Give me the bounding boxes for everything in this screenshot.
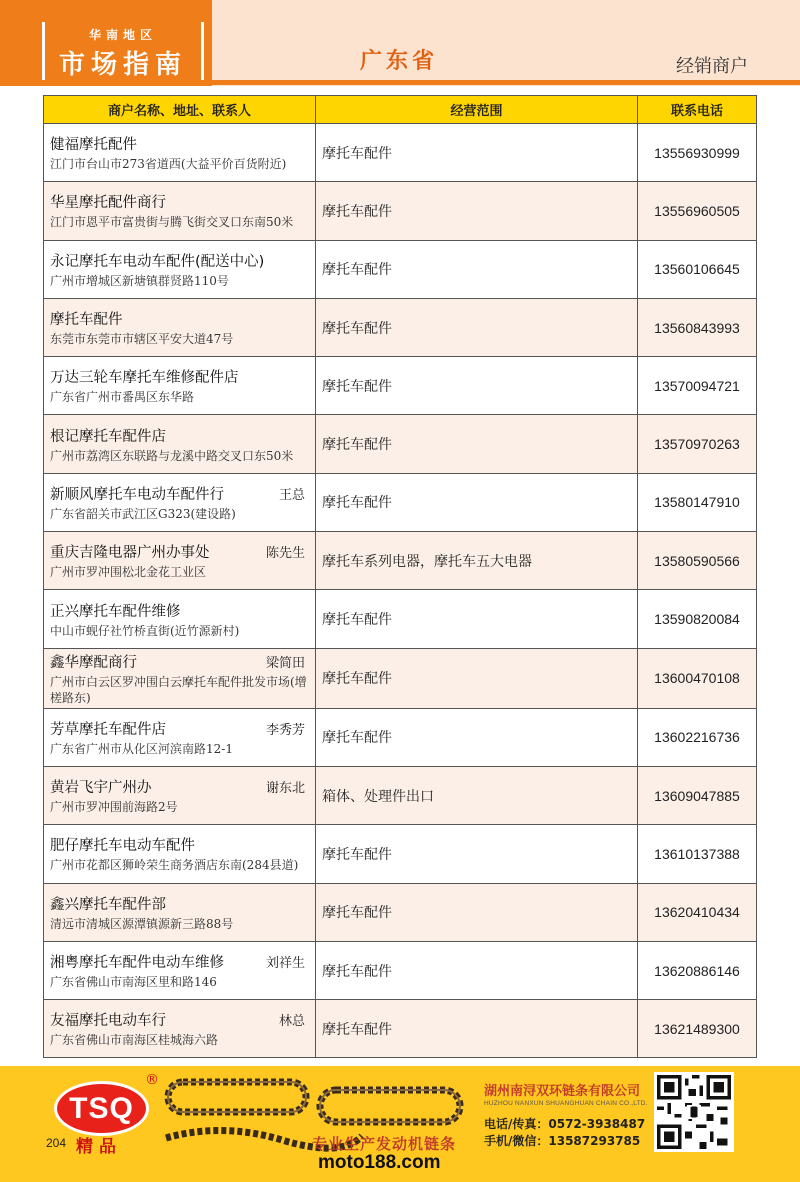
badge-subtitle: 华南地区	[88, 28, 157, 42]
merchant-address: 中山市蚬仔社竹桥直街(近竹源新村)	[50, 623, 240, 638]
phone-number: 13560106645	[638, 240, 757, 298]
table-row	[44, 124, 757, 182]
table-row	[44, 298, 757, 356]
dealer-table	[43, 95, 757, 1058]
merchant-name: 新顺风摩托车电动车配件行	[50, 486, 224, 503]
business-scope: 摩托车配件	[316, 1000, 638, 1058]
merchant-cell	[44, 182, 316, 240]
merchant-name: 黄岩飞宇广州办	[50, 780, 152, 797]
phone-number: 13600470108	[638, 648, 757, 708]
merchant-cell	[44, 1000, 316, 1058]
table-row	[44, 532, 757, 590]
registered-mark: ®	[145, 1072, 159, 1088]
province-title: 广东省	[360, 49, 439, 74]
merchant-name: 万达三轮车摩托车维修配件店	[50, 370, 239, 387]
merchant-name: 摩托车配件	[50, 312, 123, 329]
merchant-address: 广东省广州市从化区河滨南路12-1	[50, 741, 233, 756]
phone-number: 13620886146	[638, 941, 757, 999]
business-scope: 摩托车配件	[316, 883, 638, 941]
merchant-cell	[44, 766, 316, 824]
business-scope: 摩托车配件	[316, 648, 638, 708]
merchant-name-line	[50, 951, 309, 972]
merchant-name-line	[50, 366, 309, 387]
business-scope: 摩托车配件	[316, 825, 638, 883]
merchant-name-line	[50, 1009, 309, 1030]
merchant-address: 广州市荔湾区东联路与龙溪中路交叉口东50米	[50, 448, 294, 463]
merchant-name-line	[50, 133, 309, 154]
phone-number: 13570094721	[638, 357, 757, 415]
phone-number: 13620410434	[638, 883, 757, 941]
table-row	[44, 941, 757, 999]
business-scope: 摩托车配件	[316, 357, 638, 415]
merchant-cell	[44, 124, 316, 182]
table-row	[44, 182, 757, 240]
table-row	[44, 473, 757, 531]
phone-number: 13556930999	[638, 124, 757, 182]
merchant-name-line	[50, 718, 309, 739]
table-body	[44, 124, 757, 1058]
page-number: 204	[46, 1136, 67, 1150]
badge-title: 市场指南	[58, 50, 187, 80]
merchant-name: 健福摩托配件	[50, 137, 137, 154]
merchant-contact: 李秀芳	[265, 722, 305, 738]
merchant-address: 东莞市东莞市市辖区平安大道47号	[50, 332, 234, 347]
merchant-cell	[44, 590, 316, 648]
merchant-name-line	[50, 600, 309, 621]
qr-code	[654, 1072, 734, 1152]
phone-number: 13590820084	[638, 590, 757, 648]
phone-number: 13560843993	[638, 298, 757, 356]
business-scope: 摩托车配件	[316, 473, 638, 531]
page-header	[0, 0, 800, 86]
business-scope: 摩托车配件	[316, 298, 638, 356]
merchant-cell	[44, 415, 316, 473]
phone-number: 13602216736	[638, 708, 757, 766]
business-scope: 摩托车配件	[316, 240, 638, 298]
table-row	[44, 357, 757, 415]
merchant-contact: 王总	[278, 487, 305, 503]
tsq-logo: TSQ	[54, 1081, 149, 1136]
phone-number: 13580590566	[638, 532, 757, 590]
merchant-address: 广东省佛山市南海区桂城海六路	[50, 1033, 219, 1048]
column-header-phone: 联系电话	[638, 96, 757, 124]
company-name: 湖州南浔双环链条有限公司	[484, 1084, 641, 1099]
section-badge	[0, 0, 212, 86]
merchant-name: 友福摩托电动车行	[50, 1013, 166, 1030]
merchant-contact: 陈先生	[265, 546, 305, 562]
merchant-name: 正兴摩托车配件维修	[50, 603, 181, 620]
merchant-name-line	[50, 541, 309, 562]
merchant-address: 广东省韶关市武江区G323(建设路)	[50, 506, 236, 521]
merchant-name-line	[50, 776, 309, 797]
merchant-contact: 刘祥生	[265, 956, 305, 971]
merchant-name-line	[50, 191, 309, 212]
merchant-cell	[44, 532, 316, 590]
merchant-name: 芳草摩托车配件店	[50, 721, 166, 738]
merchant-name: 永记摩托车电动车配件(配送中心)	[50, 253, 265, 270]
merchant-cell	[44, 883, 316, 941]
merchant-cell	[44, 941, 316, 999]
merchant-cell	[44, 298, 316, 356]
column-header-scope: 经营范围	[316, 96, 638, 124]
merchant-contact: 梁简田	[265, 655, 305, 671]
merchant-name-line	[50, 425, 309, 446]
business-scope: 箱体、处理件出口	[316, 766, 638, 824]
merchant-name-line	[50, 483, 309, 504]
footer-ad	[0, 1066, 800, 1182]
phone-number: 13610137388	[638, 825, 757, 883]
table-row	[44, 708, 757, 766]
merchant-name-line	[50, 651, 309, 672]
phone-number: 13609047885	[638, 766, 757, 824]
merchant-name: 根记摩托车配件店	[50, 428, 166, 445]
merchant-address: 广州市罗冲围松北金花工业区	[50, 565, 207, 580]
phone-number: 13621489300	[638, 1000, 757, 1058]
table-row	[44, 415, 757, 473]
company-name-en: HUZHOU NANXUN SHUANGHUAN CHAIN CO.,LTD.	[484, 1100, 648, 1107]
merchant-name: 鑫华摩配商行	[50, 654, 137, 671]
merchant-address: 清远市清城区源潭镇源新三路88号	[50, 916, 234, 931]
merchant-address: 广州市增城区新塘镇群贤路110号	[50, 273, 229, 288]
merchant-name-line	[50, 250, 309, 271]
table-header-row	[44, 96, 757, 124]
mobile-wechat: 手机/微信：13587293785	[484, 1134, 641, 1148]
merchant-address: 广东省佛山市南海区里和路146	[50, 975, 217, 989]
merchant-name: 鑫兴摩托车配件部	[50, 896, 166, 913]
merchant-contact: 谢东北	[265, 781, 305, 797]
merchant-cell	[44, 357, 316, 415]
merchant-contact: 林总	[278, 1014, 305, 1030]
merchant-address: 江门市台山市273省道西(大益平价百货附近)	[50, 157, 287, 172]
table-row	[44, 766, 757, 824]
merchant-name: 湘粤摩托车配件电动车维修	[50, 955, 224, 971]
merchant-name: 重庆吉隆电器广州办事处	[50, 545, 210, 562]
merchant-name-line	[50, 308, 309, 329]
business-scope: 摩托车系列电器，摩托车五大电器	[316, 532, 638, 590]
merchant-address: 广东省广州市番禺区东华路	[50, 390, 195, 405]
merchant-name-line	[50, 834, 309, 855]
merchant-address: 广州市花都区狮岭荣生商务酒店东南(284县道)	[50, 858, 299, 873]
badge-frame	[42, 22, 204, 80]
merchant-address: 广州市白云区罗冲围白云摩托车配件批发市场(增槎路东)	[50, 674, 307, 705]
merchant-address: 江门市恩平市富贵街与腾飞街交叉口东南50米	[50, 215, 294, 230]
merchant-cell	[44, 708, 316, 766]
business-scope: 摩托车配件	[316, 124, 638, 182]
logo-subtitle: 精品	[76, 1137, 122, 1157]
table-row	[44, 240, 757, 298]
merchant-cell	[44, 825, 316, 883]
business-scope: 摩托车配件	[316, 708, 638, 766]
column-header-merchant: 商户名称、地址、联系人	[44, 96, 316, 124]
site-watermark: moto188.com	[318, 1152, 441, 1173]
business-scope: 摩托车配件	[316, 415, 638, 473]
merchant-address: 广州市罗冲围前海路2号	[50, 800, 178, 815]
merchant-name-line	[50, 893, 309, 914]
business-scope: 摩托车配件	[316, 590, 638, 648]
merchant-cell	[44, 648, 316, 708]
table-row	[44, 648, 757, 708]
business-scope: 摩托车配件	[316, 182, 638, 240]
business-scope: 摩托车配件	[316, 941, 638, 999]
merchant-cell	[44, 473, 316, 531]
table-row	[44, 883, 757, 941]
slogan: 专业生产发动机链条	[312, 1135, 457, 1153]
phone-number: 13556960505	[638, 182, 757, 240]
table-row	[44, 825, 757, 883]
merchant-name: 华星摩托配件商行	[50, 195, 166, 212]
table-row	[44, 590, 757, 648]
merchant-name: 肥仔摩托车电动车配件	[50, 838, 195, 855]
category-label: 经销商户	[676, 56, 748, 77]
phone-number: 13580147910	[638, 473, 757, 531]
phone-number: 13570970263	[638, 415, 757, 473]
header-divider	[212, 80, 800, 85]
table-row	[44, 1000, 757, 1058]
tel-fax: 电话/传真：0572-3938487	[484, 1117, 646, 1131]
merchant-cell	[44, 240, 316, 298]
